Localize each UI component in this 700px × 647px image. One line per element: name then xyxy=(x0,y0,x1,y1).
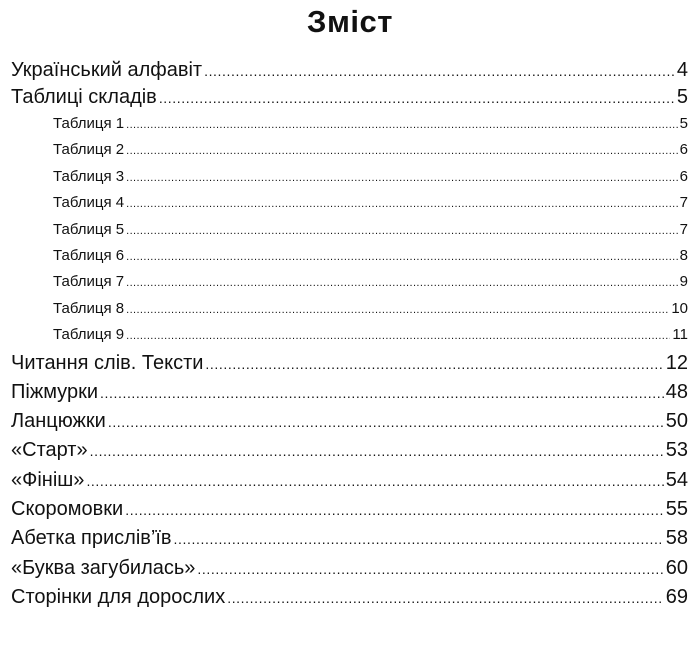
toc-entry-page: 5 xyxy=(676,86,688,108)
toc-entry-label: Український алфавіт xyxy=(11,59,203,81)
toc-entry-pages-for-adults[interactable] xyxy=(11,583,688,612)
toc-entry-page: 12 xyxy=(665,351,688,374)
toc-list xyxy=(11,57,688,612)
toc-subentry-label: Таблиця 6 xyxy=(53,246,125,264)
toc-entry-label: Читання слів. Тексти xyxy=(11,351,204,374)
toc-subentry-label: Таблиця 7 xyxy=(53,273,125,291)
toc-entry-chains[interactable] xyxy=(11,407,688,436)
dot-leader xyxy=(125,496,664,525)
toc-subentry-page: 9 xyxy=(679,273,688,291)
toc-subentry-label: Таблиця 8 xyxy=(53,299,125,317)
dot-leader xyxy=(197,555,663,584)
toc-subentry-table-2[interactable] xyxy=(11,137,688,163)
toc-entry-lost-letter[interactable] xyxy=(11,554,688,583)
toc-entry-label: Абетка прислів’їв xyxy=(11,527,172,550)
toc-subentry-label: Таблиця 1 xyxy=(53,115,125,132)
dot-leader xyxy=(174,525,664,554)
toc-entry-page: 58 xyxy=(665,527,688,550)
toc-entry-page: 48 xyxy=(665,380,688,403)
toc-subentry-table-5[interactable] xyxy=(11,217,688,243)
toc-subentry-table-8[interactable] xyxy=(11,296,688,322)
toc-subentry-label: Таблиця 5 xyxy=(53,220,125,238)
dot-leader xyxy=(126,165,678,191)
toc-entry-page: 53 xyxy=(665,439,688,462)
toc-subentry-label: Таблиця 3 xyxy=(53,167,125,185)
toc-entry-label: «Старт» xyxy=(11,439,88,462)
toc-subentry-page: 6 xyxy=(679,141,688,159)
dot-leader xyxy=(108,408,664,437)
dot-leader xyxy=(205,350,663,379)
toc-entry-alphabet[interactable] xyxy=(11,57,688,84)
toc-entry-page: 54 xyxy=(665,468,688,491)
toc-entry-page: 55 xyxy=(665,498,688,520)
dot-leader xyxy=(126,297,669,323)
dot-leader xyxy=(100,379,664,408)
toc-entry-hide-and-seek[interactable] xyxy=(11,378,688,407)
toc-entry-tongue-twisters[interactable] xyxy=(11,495,688,524)
dot-leader xyxy=(90,437,664,466)
toc-entry-start[interactable] xyxy=(11,436,688,465)
toc-subentry-label: Таблиця 4 xyxy=(53,194,125,212)
toc-entry-reading-words[interactable] xyxy=(11,349,688,378)
toc-subentry-label: Таблиця 2 xyxy=(53,141,125,159)
toc-subentry-page: 10 xyxy=(671,299,688,317)
dot-leader xyxy=(126,270,678,296)
dot-leader xyxy=(126,244,678,270)
dot-leader xyxy=(126,138,678,164)
toc-subentry-table-6[interactable] xyxy=(11,243,688,269)
toc-entry-page: 60 xyxy=(665,556,688,579)
toc-entry-syllable-tables[interactable] xyxy=(11,84,688,111)
toc-subentry-table-9[interactable] xyxy=(11,322,688,348)
toc-entry-page: 69 xyxy=(665,585,688,608)
toc-entry-label: Скоромовки xyxy=(11,498,124,520)
dot-leader xyxy=(126,191,678,217)
toc-entry-label: «Буква загубилась» xyxy=(11,556,196,579)
toc-entry-label: Таблиці складів xyxy=(11,86,157,108)
toc-entry-page: 50 xyxy=(665,410,688,433)
toc-entry-label: Сторінки для дорослих xyxy=(11,585,226,608)
page-title: Зміст xyxy=(307,4,393,39)
toc-subentry-page: 7 xyxy=(679,194,688,212)
toc-subentry-page: 7 xyxy=(679,220,688,238)
toc-entry-label: Ланцюжки xyxy=(11,410,106,433)
toc-entry-label: «Фініш» xyxy=(11,468,85,491)
dot-leader xyxy=(159,85,675,112)
toc-subentry-table-4[interactable] xyxy=(11,190,688,216)
dot-leader xyxy=(204,58,675,85)
toc-subentry-page: 6 xyxy=(679,167,688,185)
toc-subentry-page: 8 xyxy=(679,246,688,264)
toc-entry-proverbs-alphabet[interactable] xyxy=(11,524,688,553)
toc-entry-label: Піжмурки xyxy=(11,380,98,403)
dot-leader xyxy=(86,467,663,496)
dot-leader xyxy=(227,584,664,613)
toc-subentry-page: 5 xyxy=(679,115,688,132)
dot-leader xyxy=(126,112,678,138)
dot-leader xyxy=(126,323,670,349)
toc-subentry-table-1[interactable] xyxy=(11,111,688,137)
dot-leader xyxy=(126,218,678,244)
toc-entry-finish[interactable] xyxy=(11,466,688,495)
toc-subentry-table-3[interactable] xyxy=(11,164,688,190)
toc-entry-page: 4 xyxy=(676,59,688,81)
toc-subentry-label: Таблиця 9 xyxy=(53,326,125,344)
toc-subentry-table-7[interactable] xyxy=(11,269,688,295)
toc-subentry-page: 11 xyxy=(672,326,688,344)
